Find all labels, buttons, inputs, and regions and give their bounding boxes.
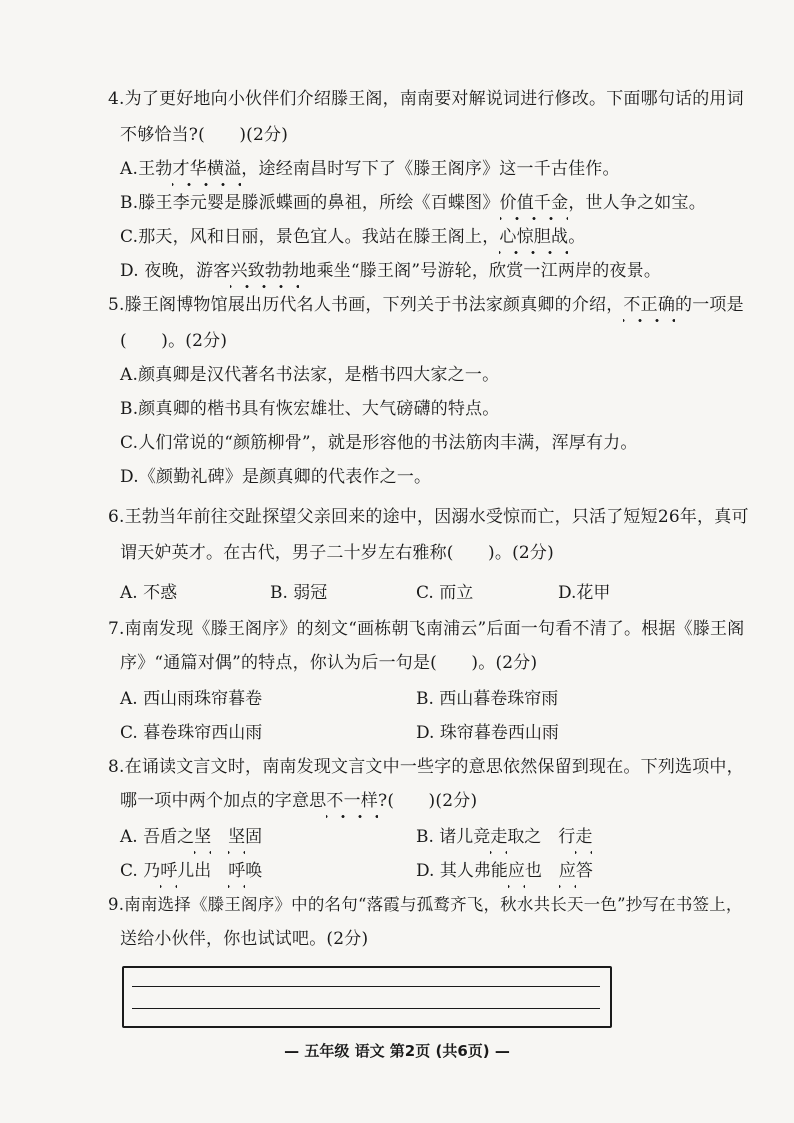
q5-option-c: C.人们常说的“颜筋柳骨”，就是形容他的书法筋肉丰满，浑厚有力。 — [120, 433, 638, 453]
q6-option-d: D.花甲 — [558, 583, 611, 603]
q9-stem-line1: 9.南南选择《滕王阁序》中的名句“落霞与孤鹜齐飞，秋水共长天一色”抄写在书签上， — [108, 895, 743, 914]
q7-option-a: A. 西山雨珠帘暮卷 — [120, 689, 263, 709]
q6-stem-line2: 谓天妒英才。在古代，男子二十岁左右雅称( )。(2分) — [120, 543, 554, 563]
q4-option-c: C.那天，风和日丽，景色宜人。我站在滕王阁上，心惊胆战。 — [120, 227, 586, 247]
q8-option-c: C. 乃呼儿出 呼唤 — [120, 861, 263, 881]
q5-option-d: D.《颜勤礼碑》是颜真卿的代表作之一。 — [120, 467, 432, 487]
q9-stem-line2: 送给小伙伴，你也试试吧。(2分) — [120, 929, 369, 949]
page-footer: — 五年级 语文 第2页 (共6页) — — [284, 1042, 510, 1060]
q8-option-b: B. 诸儿竞走取之 行走 — [416, 827, 593, 847]
q7-option-c: C. 暮卷珠帘西山雨 — [120, 723, 263, 743]
q8-option-a: A. 吾盾之坚 坚固 — [120, 827, 263, 847]
q7-option-b: B. 西山暮卷珠帘雨 — [416, 689, 559, 709]
q7-option-d: D. 珠帘暮卷西山雨 — [416, 723, 559, 743]
q4-option-a: A.王勃才华横溢，途经南昌时写下了《滕王阁序》这一千古佳作。 — [120, 159, 620, 179]
q8-option-d: D. 其人弗能应也 应答 — [416, 861, 593, 881]
answer-line — [132, 1008, 600, 1009]
q4-option-b: B.滕王李元婴是滕派蝶画的鼻祖，所绘《百蝶图》价值千金，世人争之如宝。 — [120, 193, 706, 213]
q5-option-a: A.颜真卿是汉代著名书法家，是楷书四大家之一。 — [120, 365, 500, 385]
q6-option-a: A. 不惑 — [120, 583, 178, 603]
q4-stem-line2: 不够恰当?( )(2分) — [120, 125, 289, 145]
q8-stem-line1: 8.在诵读文言文时，南南发现文言文中一些字的意思依然保留到现在。下列选项中， — [108, 757, 744, 777]
answer-line — [132, 986, 600, 987]
q6-option-c: C. 而立 — [416, 583, 474, 603]
q5-option-b: B.颜真卿的楷书具有恢宏雄壮、大气磅礴的特点。 — [120, 399, 500, 419]
q4-stem-line1: 4.为了更好地向小伙伴们介绍滕王阁，南南要对解说词进行修改。下面哪句话的用词 — [108, 89, 744, 109]
q9-answer-box[interactable] — [122, 966, 612, 1028]
q5-stem-line1: 5.滕王阁博物馆展出历代名人书画，下列关于书法家颜真卿的介绍，不正确的一项是 — [108, 295, 744, 315]
q7-stem-line1: 7.南南发现《滕王阁序》的刻文“画栋朝飞南浦云”后面一句看不清了。根据《滕王阁 — [108, 619, 745, 639]
q5-stem-line2: ( )。(2分) — [120, 331, 228, 351]
q6-stem-line1: 6.王勃当年前往交趾探望父亲回来的途中，因溺水受惊而亡，只活了短短26年，真可 — [108, 507, 749, 527]
q6-option-b: B. 弱冠 — [270, 583, 328, 603]
q4-option-d: D. 夜晚，游客兴致勃勃地乘坐“滕王阁”号游轮，欣赏一江两岸的夜景。 — [120, 261, 662, 281]
q8-stem-line2: 哪一项中两个加点的字意思不一样?( )(2分) — [120, 791, 478, 811]
q7-stem-line2: 序》“通篇对偶”的特点，你认为后一句是( )。(2分) — [120, 653, 538, 673]
